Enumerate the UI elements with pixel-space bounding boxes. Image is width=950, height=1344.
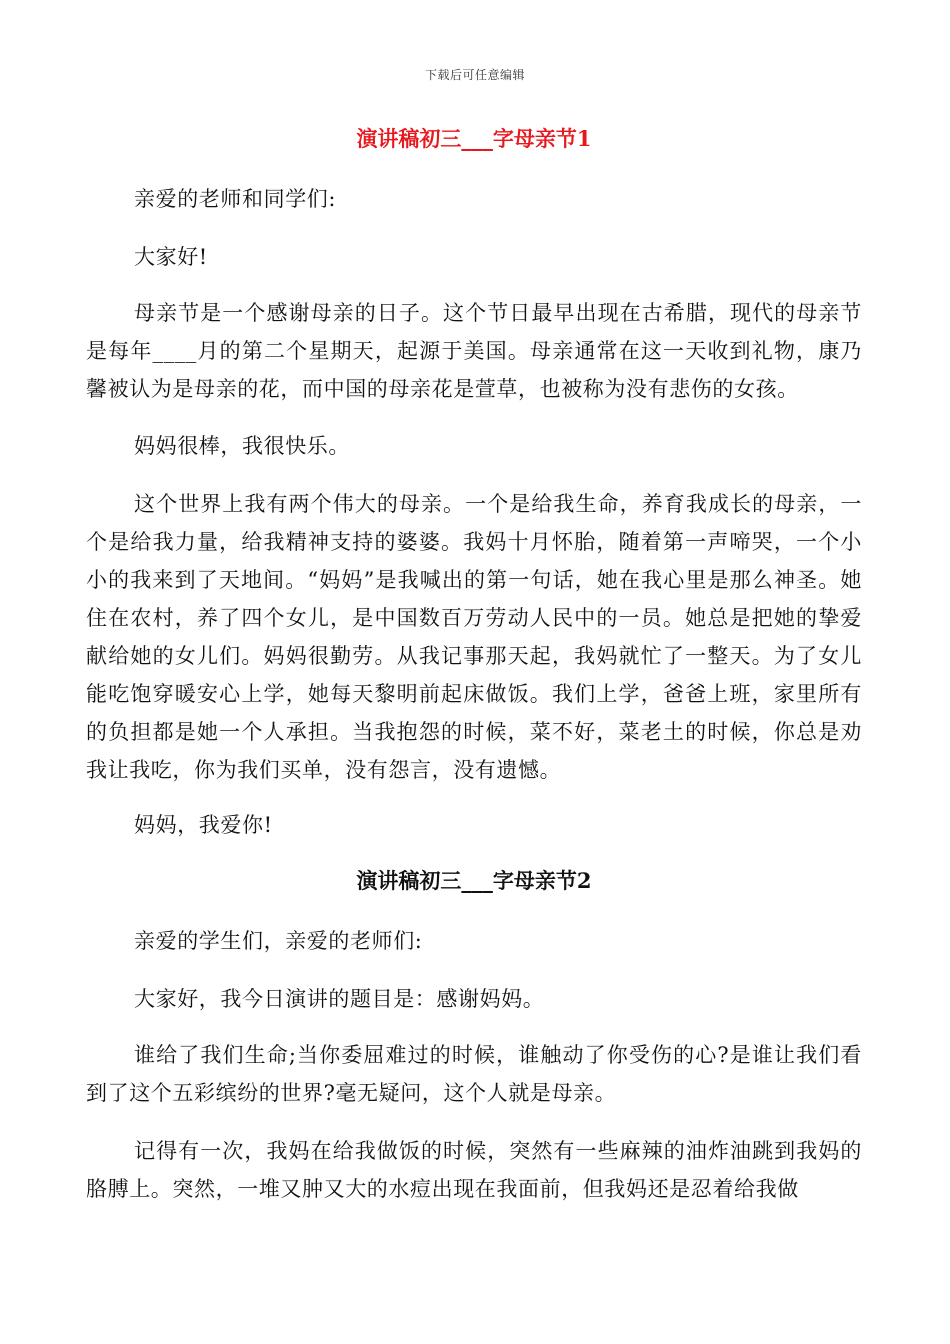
section2-paragraph-1: 谁给了我们生命;当你委屈难过的时候，谁触动了你受伤的心?是谁让我们看到了这个五彩缤纷的世界?毫无疑问，这个人就是母亲。 bbox=[86, 1043, 862, 1105]
section1-greeting: 亲爱的老师和同学们: bbox=[134, 187, 337, 211]
section1-title: 演讲稿初三___字母亲节1 bbox=[356, 126, 592, 151]
section1-paragraph-3: 这个世界上我有两个伟大的母亲。一个是给我生命，养育我成长的母亲，一个是给我力量，给我精神支持的婆婆。我妈十月怀胎，随着第一声啼哭，一个小小的我来到了天地间。“妈妈”是我喊出的第一句话，她在我心里是那么神圣。她住在农村，养了四个女儿，是中国数百万劳动人民中的一员。她总是把她的挚爱献给她的女儿们。妈妈很勤劳。从我记事那天起，我妈就忙了一整天。为了女儿能吃饱穿暖安心上学，她每天黎明前起床做饭。我们上学，爸爸上班，家里所有的负担都是她一个人承担。当我抱怨的时候，菜不好，菜老土的时候，你总是劝我让我吃，你为我们买单，没有怨言，没有遗憾。 bbox=[86, 492, 862, 782]
section2-paragraph-2: 记得有一次，我妈在给我做饭的时候，突然有一些麻辣的油炸油跳到我妈的胳膊上。突然，一堆又肿又大的水痘出现在我面前，但我妈还是忍着给我做 bbox=[86, 1139, 862, 1201]
section2-hello: 大家好，我今日演讲的题目是：感谢妈妈。 bbox=[134, 987, 545, 1011]
section1-paragraph-2: 妈妈很棒，我很快乐。 bbox=[134, 434, 350, 458]
header-note: 下载后可任意编辑 bbox=[424, 68, 525, 82]
section2-title: 演讲稿初三___字母亲节2 bbox=[356, 868, 592, 893]
section1-closing: 妈妈，我爱你! bbox=[134, 813, 273, 837]
section1-hello: 大家好! bbox=[134, 245, 208, 269]
section2-greeting: 亲爱的学生们，亲爱的老师们: bbox=[134, 929, 423, 953]
section1-paragraph-1: 母亲节是一个感谢母亲的日子。这个节日最早出现在古希腊，现代的母亲节是每年____月的第二个星期天，起源于美国。母亲通常在这一天收到礼物，康乃馨被认为是母亲的花，而中国的母亲花是萱草，也被称为没有悲伤的女孩。 bbox=[86, 301, 862, 401]
